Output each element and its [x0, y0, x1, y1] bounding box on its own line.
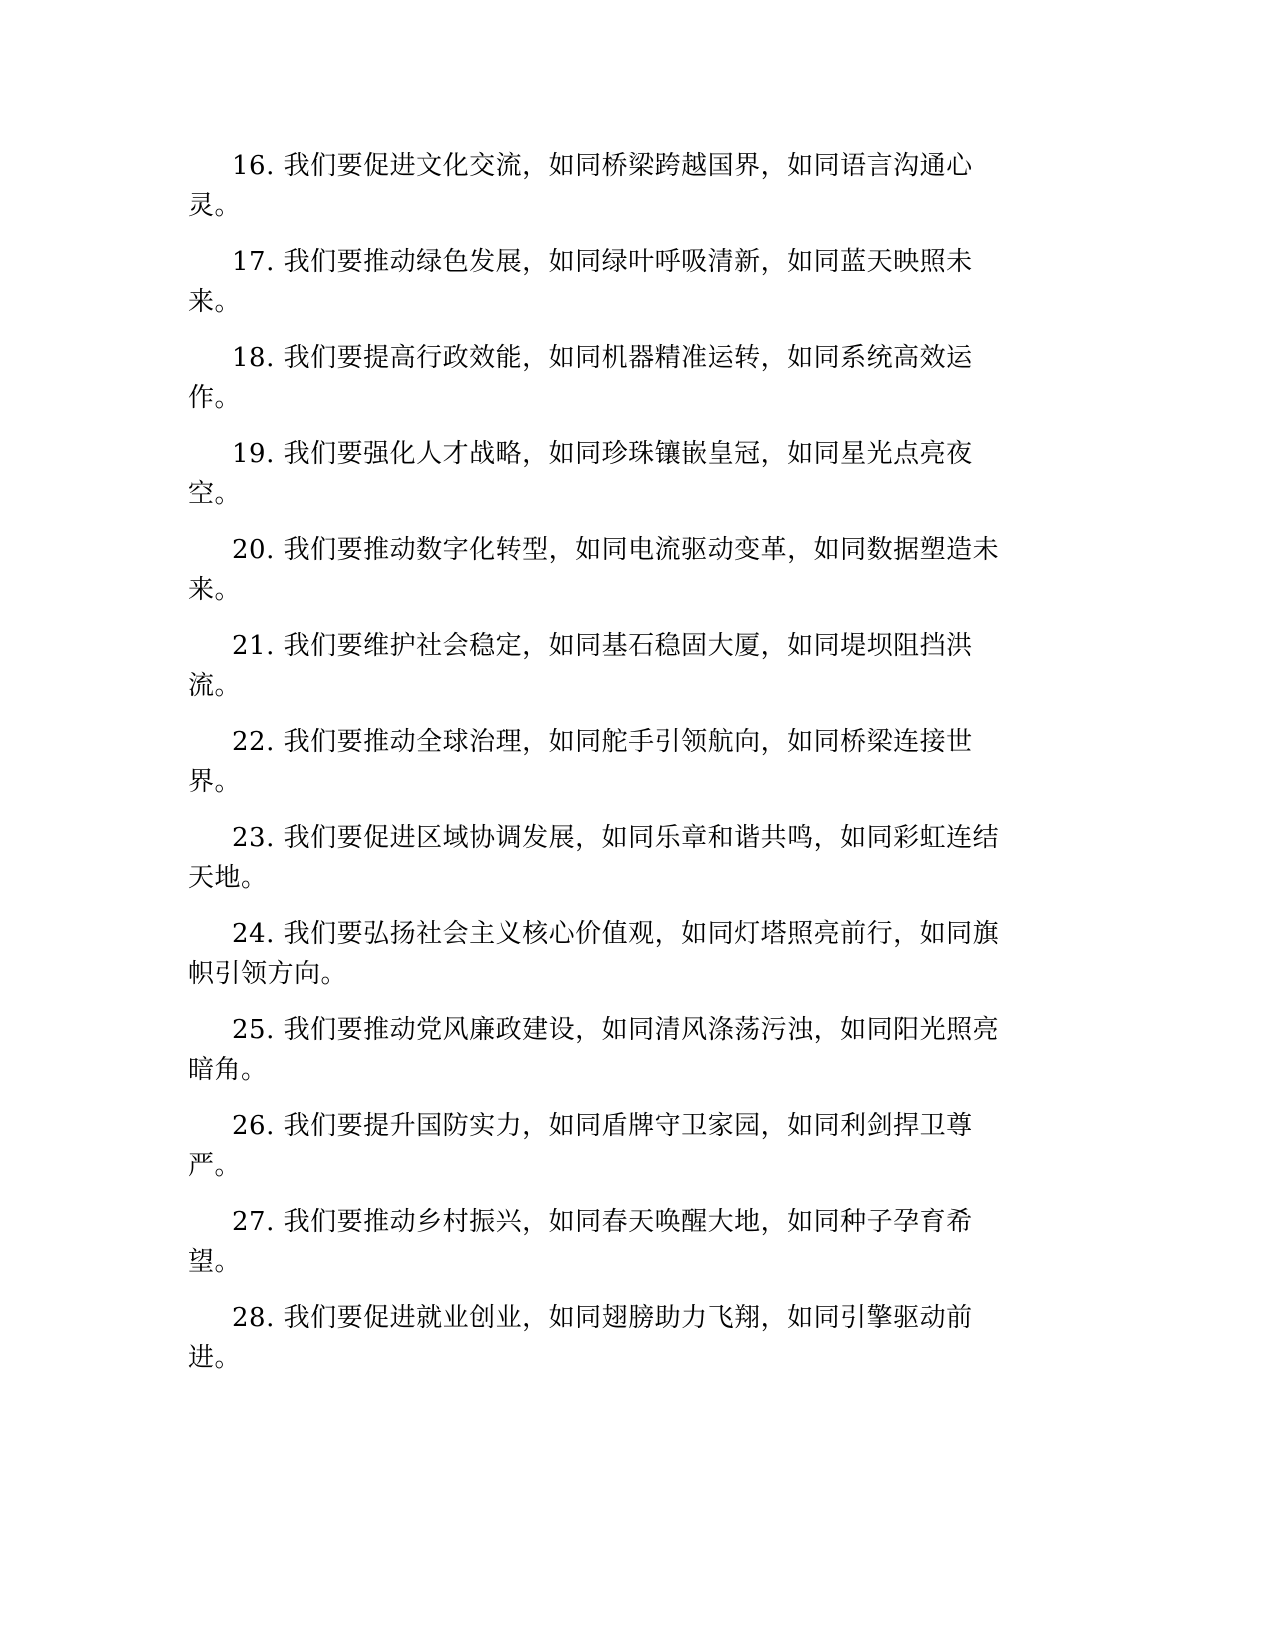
list-item-text-continued: 进。: [188, 1343, 242, 1373]
list-item: [188, 434, 1068, 514]
list-item: [188, 722, 1068, 802]
list-item-text: 17. 我们要推动绿色发展，如同绿叶呼吸清新，如同蓝天映照未: [232, 247, 973, 277]
list-item-text-continued: 天地。: [188, 863, 268, 893]
list-item: [188, 530, 1068, 610]
list-item: [188, 1106, 1068, 1186]
list-item-text: 26. 我们要提升国防实力，如同盾牌守卫家园，如同利剑捍卫尊: [232, 1111, 973, 1141]
list-item: [188, 1010, 1068, 1090]
list-item-text: 27. 我们要推动乡村振兴，如同春天唤醒大地，如同种子孕育希: [232, 1207, 973, 1237]
list-item-text: 22. 我们要推动全球治理，如同舵手引领航向，如同桥梁连接世: [232, 727, 973, 757]
list-item-text-continued: 望。: [188, 1247, 242, 1277]
list-item: [188, 242, 1068, 322]
list-item: [188, 338, 1068, 418]
document-body: [188, 146, 1068, 1394]
list-item-text: 28. 我们要促进就业创业，如同翅膀助力飞翔，如同引擎驱动前: [232, 1303, 973, 1333]
list-item: [188, 914, 1068, 994]
list-item-text-continued: 来。: [188, 575, 242, 605]
list-item-text-continued: 来。: [188, 287, 242, 317]
list-item-text-continued: 界。: [188, 767, 242, 797]
list-item: [188, 626, 1068, 706]
list-item-text: 24. 我们要弘扬社会主义核心价值观，如同灯塔照亮前行，如同旗: [232, 919, 1000, 949]
list-item-text: 23. 我们要促进区域协调发展，如同乐章和谐共鸣，如同彩虹连结: [232, 823, 1000, 853]
list-item-text: 19. 我们要强化人才战略，如同珍珠镶嵌皇冠，如同星光点亮夜: [232, 439, 973, 469]
list-item: [188, 146, 1068, 226]
list-item: [188, 1202, 1068, 1282]
list-item-text-continued: 帜引领方向。: [188, 959, 348, 989]
list-item-text-continued: 严。: [188, 1151, 242, 1181]
list-item-text-continued: 作。: [188, 383, 242, 413]
list-item-text: 20. 我们要推动数字化转型，如同电流驱动变革，如同数据塑造未: [232, 535, 1000, 565]
list-item: [188, 1298, 1068, 1378]
list-item-text: 21. 我们要维护社会稳定，如同基石稳固大厦，如同堤坝阻挡洪: [232, 631, 973, 661]
list-item-text-continued: 暗角。: [188, 1055, 268, 1085]
list-item-text-continued: 空。: [188, 479, 242, 509]
list-item-text: 18. 我们要提高行政效能，如同机器精准运转，如同系统高效运: [232, 343, 973, 373]
list-item-text: 25. 我们要推动党风廉政建设，如同清风涤荡污浊，如同阳光照亮: [232, 1015, 1000, 1045]
list-item-text: 16. 我们要促进文化交流，如同桥梁跨越国界，如同语言沟通心: [232, 151, 973, 181]
list-item-text-continued: 灵。: [188, 191, 242, 221]
list-item-text-continued: 流。: [188, 671, 242, 701]
list-item: [188, 818, 1068, 898]
